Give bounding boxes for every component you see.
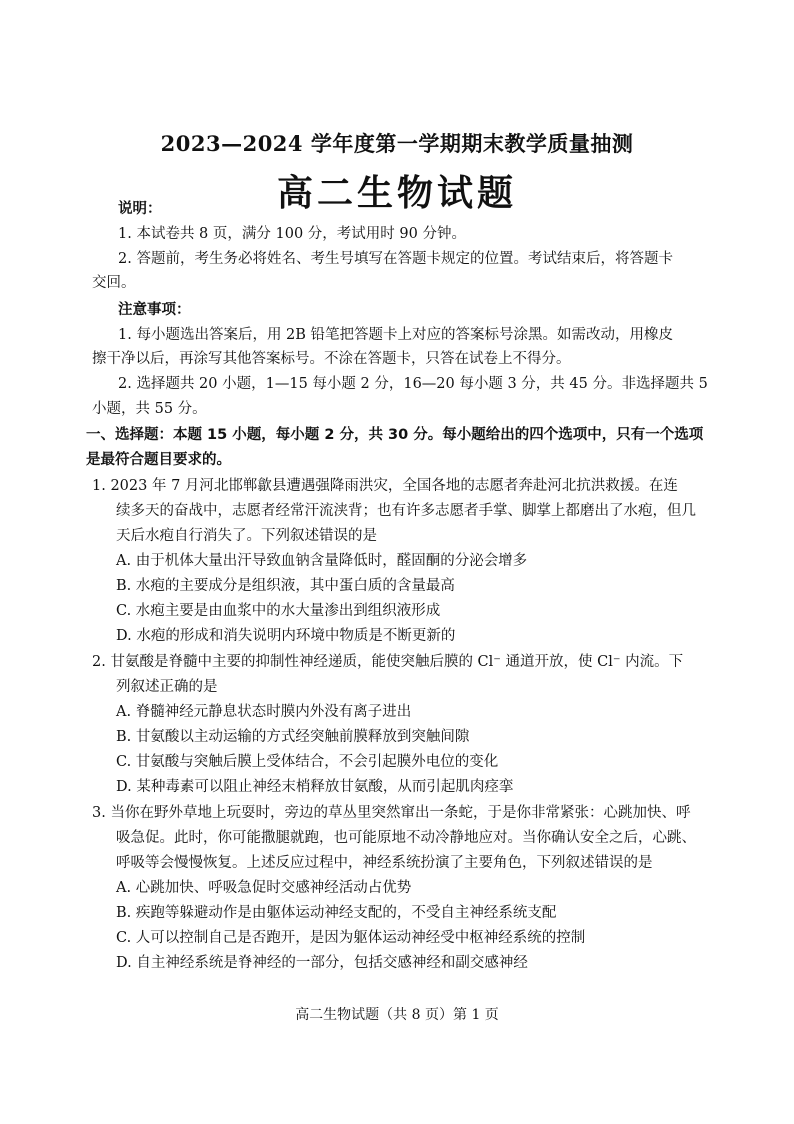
question-1-option-b: B. 水疱的主要成分是组织液，其中蛋白质的含量最高 [116,578,455,594]
question-2-option-a: A. 脊髓神经元静息状态时膜内外没有离子进出 [116,704,412,720]
attention-line-1: 1. 每小题选出答案后，用 2B 铅笔把答题卡上对应的答案标号涂黑。如需改动，用橡皮 [118,327,674,343]
question-2-option-b: B. 甘氨酸以主动运输的方式经突触前膜释放到突触间隙 [116,729,470,745]
question-2-option-c: C. 甘氨酸与突触后膜上受体结合，不会引起膜外电位的变化 [116,754,499,770]
notes-item-1: 1. 本试卷共 8 页，满分 100 分，考试用时 90 分钟。 [118,226,466,242]
notes-item-2: 2. 答题前，考生务必将姓名、考生号填写在答题卡规定的位置。考试结束后，将答题卡 [118,251,673,267]
question-1-option-d: D. 水疱的形成和消失说明内环境中物质是不断更新的 [116,628,456,644]
attention-heading: 注意事项： [118,302,191,318]
question-1-stem-line-3: 天后水疱自行消失了。下列叙述错误的是 [116,528,377,544]
question-2-stem-line-2: 列叙述正确的是 [116,679,218,695]
attention-line-4: 小题，共 55 分。 [92,401,207,417]
question-2-option-d: D. 某种毒素可以阻止神经末梢释放甘氨酸，从而引起肌肉痉挛 [116,779,514,795]
question-3-stem-line-2: 吸急促。此时，你可能撒腿就跑，也可能原地不动冷静地应对。当你确认安全之后，心跳、 [116,830,696,846]
notes-item-2-cont: 交回。 [92,275,136,291]
question-3-option-a: A. 心跳加快、呼吸急促时交感神经活动占优势 [116,880,412,896]
attention-line-2: 擦干净以后，再涂写其他答案标号。不涂在答题卡，只答在试卷上不得分。 [92,351,571,367]
question-3-stem-line-3: 呼吸等会慢慢恢复。上述反应过程中，神经系统扮演了主要角色，下列叙述错误的是 [116,855,653,871]
subject-title: 高二生物试题 [276,173,517,214]
question-1-option-a: A. 由于机体大量出汗导致血钠含量降低时，醛固酮的分泌会增多 [116,553,528,569]
question-2-stem-line-1: 2. 甘氨酸是脊髓中主要的抑制性神经递质，能使突触后膜的 Cl⁻ 通道开放，使 Cl⁻ 内流。下 [92,654,684,670]
question-3-stem-line-1: 3. 当你在野外草地上玩耍时，旁边的草丛里突然窜出一条蛇，于是你非常紧张：心跳加快、呼 [92,805,691,821]
question-3-option-b: B. 疾跑等躲避动作是由躯体运动神经支配的，不受自主神经系统支配 [116,905,557,921]
notes-heading: 说明： [118,201,162,217]
question-1-option-c: C. 水疱主要是由血浆中的水大量渗出到组织液形成 [116,603,441,619]
section1-heading-line-1: 一、选择题：本题 15 小题，每小题 2 分，共 30 分。每小题给出的四个选项中，只有一个选项 [86,427,704,443]
question-1-stem-line-2: 续多天的奋战中，志愿者经常汗流浃背；也有许多志愿者手掌、脚掌上都磨出了水疱，但几 [116,503,696,519]
question-3-option-c: C. 人可以控制自己是否跑开，是因为躯体运动神经受中枢神经系统的控制 [116,930,586,946]
section1-heading-line-2: 是最符合题目要求的。 [86,452,231,468]
question-3-option-d: D. 自主神经系统是脊神经的一部分，包括交感神经和副交感神经 [116,955,528,971]
page-footer: 高二生物试题（共 8 页）第 1 页 [295,1007,499,1023]
attention-line-3: 2. 选择题共 20 小题，1—15 每小题 2 分，16—20 每小题 3 分，共 45 分。非选择题共 5 [118,376,708,392]
exam-title: 2023—2024 学年度第一学期期末教学质量抽测 [160,131,634,156]
question-1-stem-line-1: 1. 2023 年 7 月河北邯郸歙县遭遇强降雨洪灾，全国各地的志愿者奔赴河北抗洪救援。在连 [92,478,678,494]
